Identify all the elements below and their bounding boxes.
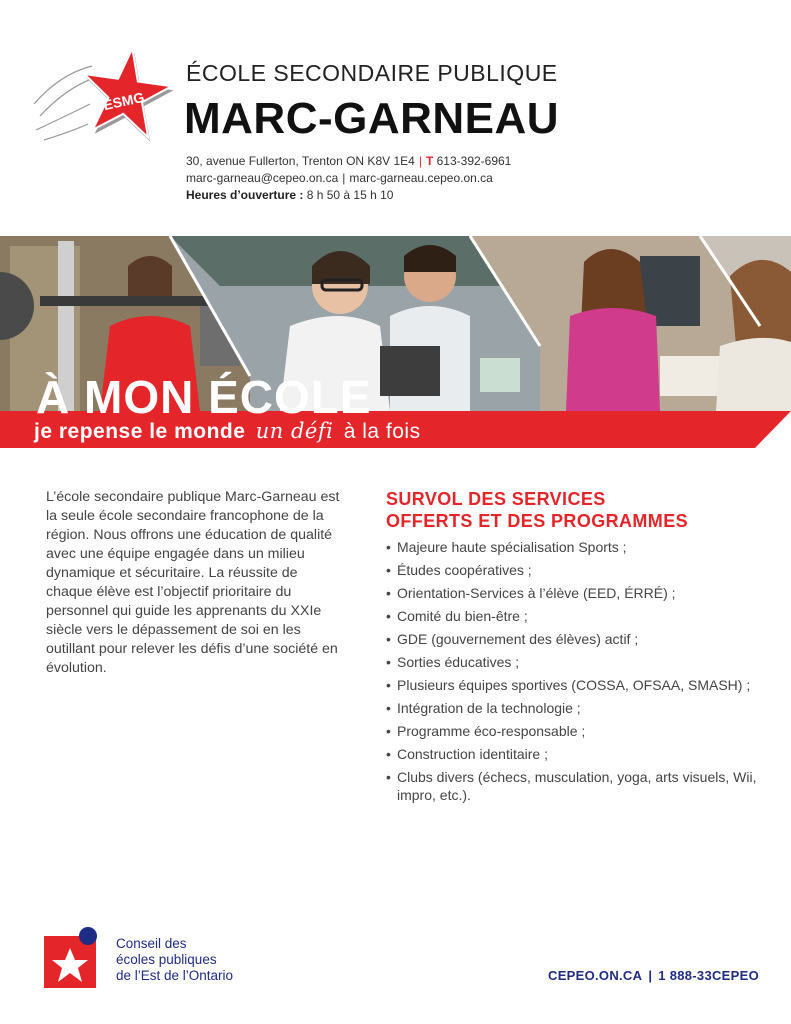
- separator: |: [342, 171, 346, 185]
- cepeo-contact: [548, 968, 759, 983]
- phone-label: T: [425, 154, 434, 168]
- list-item: • Construction identitaire ;: [386, 745, 766, 763]
- list-item: • Clubs divers (échecs, musculation, yoga, arts visuels, Wii, impro, etc.).: [386, 768, 766, 804]
- list-item: • Études coopératives ;: [386, 561, 766, 579]
- list-item: • Plusieurs équipes sportives (COSSA, OFSAA, SMASH) ;: [386, 676, 766, 694]
- school-name: MARC-GARNEAU: [184, 94, 560, 143]
- hero-title: À MON ÉCOLE: [36, 371, 372, 423]
- separator: |: [418, 154, 422, 168]
- intro-paragraph: L’école secondaire publique Marc-Garneau est la seule école secondaire francophone de la région. Nous offrons une éducation de qualité avec une équipe engagée dans un milieu dynamique et sécuritaire. La réussite de chaque élève est l’objectif prioritaire du personnel qui guide les apprenants du XXIe siècle vers le dépassement de soi en les outillant pour relever les défis d’une société en évolution.: [46, 489, 340, 676]
- hero-subtitle-end: à la fois: [343, 420, 421, 443]
- cepeo-name-line1: Conseil des: [116, 936, 187, 951]
- address: 30, avenue Fullerton, Trenton ON K8V 1E4: [186, 154, 415, 168]
- contact-block: [186, 153, 511, 204]
- hours-label: Heures d’ouverture :: [186, 188, 304, 202]
- cepeo-name-line2: écoles publiques: [116, 952, 217, 967]
- list-item: • Intégration de la technologie ;: [386, 699, 766, 717]
- hero-subtitle-script: un défi: [255, 419, 334, 443]
- hero-subtitle: [34, 419, 421, 444]
- list-item: • Sorties éducatives ;: [386, 653, 766, 671]
- cepeo-logo-icon: [44, 926, 106, 988]
- hours: 8 h 50 à 15 h 10: [306, 188, 394, 202]
- services-list: [386, 538, 766, 809]
- logo-letters: ESMG: [101, 88, 146, 114]
- phone[interactable]: 613-392-6961: [436, 154, 512, 168]
- services-heading-line1: SURVOL DES SERVICES: [386, 489, 606, 509]
- list-item: • Comité du bien-être ;: [386, 607, 766, 625]
- separator: |: [648, 968, 653, 983]
- hours-line: [186, 187, 511, 204]
- school-kicker: ÉCOLE SECONDAIRE PUBLIQUE: [186, 60, 558, 86]
- cepeo-website-link[interactable]: CEPEO.ON.CA: [548, 968, 643, 983]
- services-heading: [386, 488, 688, 532]
- list-item: • GDE (gouvernement des élèves) actif ;: [386, 630, 766, 648]
- school-logo: [30, 44, 180, 156]
- web-line: [186, 170, 511, 187]
- address-line: [186, 153, 511, 170]
- list-item: • Majeure haute spécialisation Sports ;: [386, 538, 766, 556]
- cepeo-phone[interactable]: 1 888-33CEPEO: [658, 968, 759, 983]
- hero-banner: [0, 236, 791, 448]
- list-item: • Programme éco-responsable ;: [386, 722, 766, 740]
- services-heading-line2: OFFERTS ET DES PROGRAMMES: [386, 511, 689, 531]
- email-link[interactable]: marc-garneau@cepeo.on.ca: [186, 171, 339, 185]
- hero-subtitle-start: je repense le monde: [34, 420, 246, 443]
- cepeo-name: [116, 936, 233, 984]
- website-link[interactable]: marc-garneau.cepeo.on.ca: [349, 171, 493, 185]
- cepeo-name-line3: de l’Est de l’Ontario: [116, 968, 234, 983]
- list-item: • Orientation-Services à l’élève (EED, ÉRRÉ) ;: [386, 584, 766, 602]
